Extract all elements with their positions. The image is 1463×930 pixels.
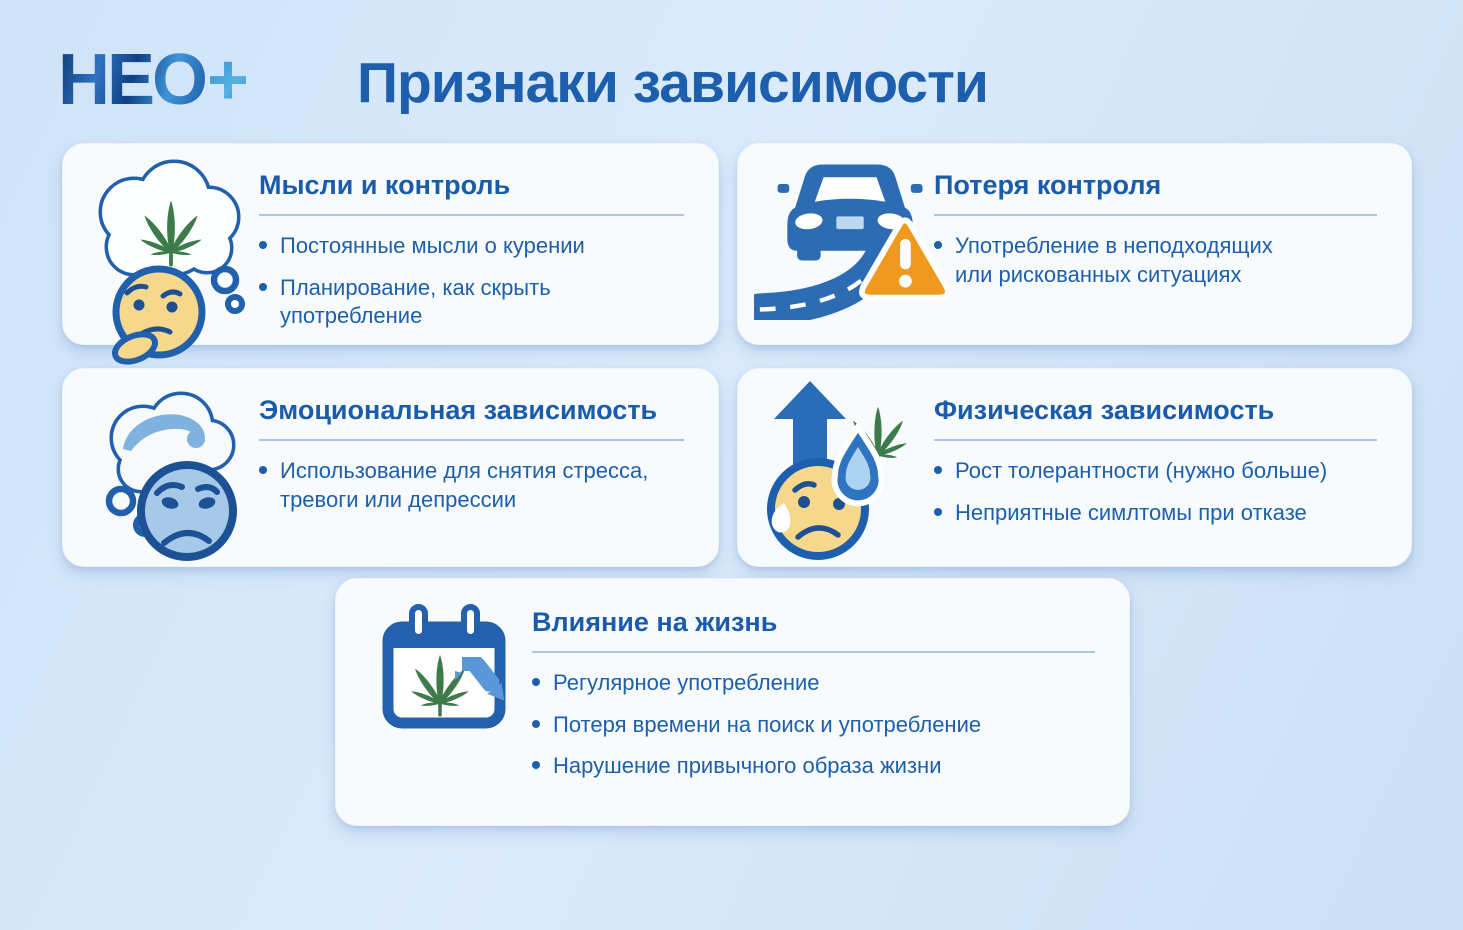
card-physical-dependence xyxy=(737,368,1412,567)
bullet-list xyxy=(259,232,684,331)
bullet-item: Использование для снятия стресса, тревоги или депрессии xyxy=(259,457,684,514)
card-title: Физическая зависимость xyxy=(934,395,1377,441)
bullet-item: Употребление в неподходящих или рискованных ситуациях xyxy=(934,232,1377,289)
bullet-item: Потеря времени на поиск и употребление xyxy=(532,711,1095,740)
bullet-dot xyxy=(259,466,267,474)
bullet-list xyxy=(259,457,684,514)
calendar-cannabis-pencil-icon xyxy=(374,599,524,739)
bullet-item: Рост толерантности (нужно больше) xyxy=(934,457,1377,486)
bullet-list xyxy=(934,457,1377,527)
bullet-dot xyxy=(532,720,540,728)
card-title: Эмоциональная зависимость xyxy=(259,395,684,441)
bullet-dot xyxy=(259,283,267,291)
sad-blue-face-thought-bubble-icon xyxy=(85,383,253,563)
bullet-item: Постоянные мысли о курении xyxy=(259,232,684,261)
card-title: Потеря контроля xyxy=(934,170,1377,216)
bullet-dot xyxy=(259,241,267,249)
bullet-item: Регулярное употребление xyxy=(532,669,1095,698)
bullet-list xyxy=(934,232,1377,289)
card-loss-of-control xyxy=(737,143,1412,345)
page-title: Признаки зависимости xyxy=(357,51,988,115)
bullet-item: Нарушение привычного образа жизни xyxy=(532,752,1095,781)
card-title: Мысли и контроль xyxy=(259,170,684,216)
neo-plus-logo xyxy=(58,38,246,122)
bullet-dot xyxy=(532,678,540,686)
bullet-dot xyxy=(532,761,540,769)
card-thoughts-control xyxy=(62,143,719,345)
bullet-dot xyxy=(934,508,942,516)
up-arrow-cannabis-sad-face-droplet-icon xyxy=(754,375,932,567)
logo-plus-icon: + xyxy=(207,40,247,120)
bullet-list xyxy=(532,669,1095,781)
car-road-warning-triangle-icon xyxy=(754,152,950,320)
card-title: Влияние на жизнь xyxy=(532,607,1095,653)
bullet-item: Неприятные симлтомы при отказе xyxy=(934,499,1377,528)
logo-text: НЕО xyxy=(58,40,206,120)
bullet-dot xyxy=(934,466,942,474)
bullet-item: Планирование, как скрыть употребление xyxy=(259,274,684,331)
card-emotional-dependence xyxy=(62,368,719,567)
card-life-impact xyxy=(335,578,1130,826)
thinking-face-cannabis-thought-bubble-icon xyxy=(79,152,259,367)
